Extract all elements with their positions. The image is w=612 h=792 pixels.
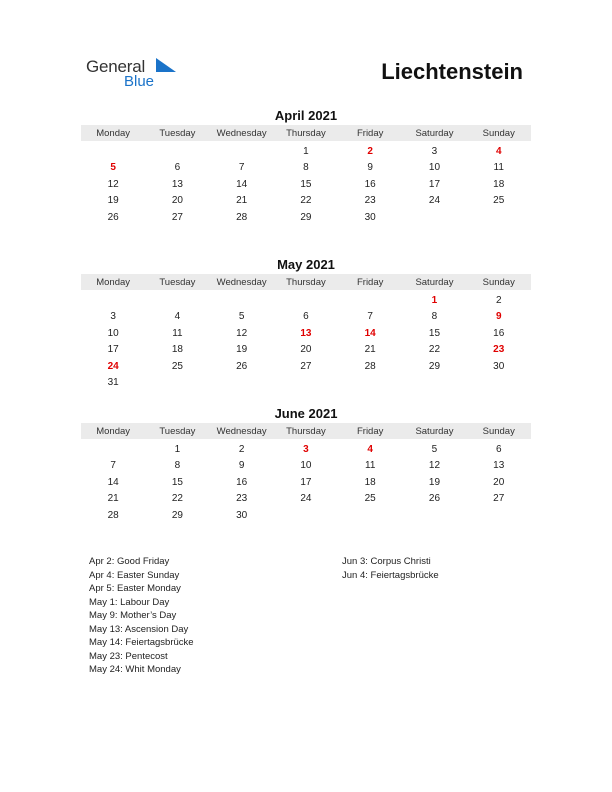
holiday-entry: May 24: Whit Monday <box>89 664 181 675</box>
day-cell: 7 <box>367 311 373 323</box>
holiday-entry: Apr 5: Easter Monday <box>89 583 181 594</box>
day-cell: 28 <box>364 360 376 372</box>
day-cell: 29 <box>300 211 312 223</box>
weekday-header: Thursday <box>286 127 326 139</box>
day-cell: 14 <box>236 178 248 190</box>
weekday-header: Sunday <box>482 127 515 139</box>
day-cell: 5 <box>238 311 245 323</box>
day-cell: 20 <box>493 476 505 488</box>
month-may <box>81 256 531 391</box>
day-cell: 21 <box>107 493 119 505</box>
day-cell: 30 <box>493 360 505 372</box>
day-cell: 22 <box>171 493 183 505</box>
day-cell: 19 <box>107 195 119 207</box>
week-row <box>81 309 531 326</box>
day-cell: 10 <box>428 162 441 174</box>
week-row <box>81 193 531 210</box>
weekday-header: Saturday <box>415 276 454 288</box>
day-cell: 9 <box>238 460 245 472</box>
day-cell: 4 <box>174 311 181 323</box>
day-cell: 8 <box>174 460 181 472</box>
weekday-header: Friday <box>356 276 384 288</box>
day-cell: 13 <box>300 327 312 339</box>
day-cell: 7 <box>110 460 116 472</box>
week-row <box>81 292 531 309</box>
month-title: April 2021 <box>274 108 338 123</box>
day-cell: 16 <box>236 476 248 488</box>
day-cell: 16 <box>364 178 376 190</box>
weekday-header: Friday <box>356 127 384 139</box>
weekday-header: Saturday <box>415 127 454 139</box>
day-cell: 13 <box>493 460 505 472</box>
week-row <box>81 458 531 475</box>
month-weeks <box>81 441 531 524</box>
day-cell: 4 <box>367 443 373 455</box>
holiday-entry: Jun 3: Corpus Christi <box>342 556 431 567</box>
day-cell: 28 <box>107 509 119 521</box>
weekday-header: Sunday <box>482 276 515 288</box>
day-cell: 26 <box>107 211 119 223</box>
day-cell: 21 <box>236 195 248 207</box>
weekday-header: Wednesday <box>216 425 267 437</box>
day-cell: 19 <box>236 344 248 356</box>
day-cell: 31 <box>107 377 119 389</box>
day-cell: 17 <box>107 344 119 356</box>
day-cell: 17 <box>428 178 441 190</box>
week-row <box>81 474 531 491</box>
day-cell: 25 <box>171 360 183 372</box>
weekday-header-row <box>81 125 531 141</box>
day-cell: 11 <box>172 327 183 339</box>
day-cell: 11 <box>365 460 376 472</box>
week-row <box>81 143 531 160</box>
week-row <box>81 160 531 177</box>
day-cell: 21 <box>364 344 376 356</box>
day-cell: 12 <box>428 460 441 472</box>
day-cell: 14 <box>107 476 119 488</box>
day-cell: 18 <box>493 178 505 190</box>
week-row <box>81 358 531 375</box>
day-cell: 2 <box>495 294 502 306</box>
week-row <box>81 507 531 524</box>
weekday-header: Wednesday <box>216 276 267 288</box>
logo-flag-icon <box>156 58 176 72</box>
month-june <box>81 405 531 524</box>
day-cell: 25 <box>493 195 505 207</box>
day-cell: 6 <box>495 443 502 455</box>
holiday-entry: Apr 4: Easter Sunday <box>89 569 180 581</box>
country-title: Liechtenstein <box>381 59 523 84</box>
day-cell: 24 <box>428 195 441 207</box>
week-row <box>81 441 531 458</box>
day-cell: 27 <box>493 493 505 505</box>
day-cell: 9 <box>367 162 373 174</box>
month-title: June 2021 <box>274 406 338 421</box>
generalblue-logo <box>86 54 186 94</box>
holiday-entry: Jun 4: Feiertagsbrücke <box>342 569 439 581</box>
day-cell: 11 <box>493 162 504 174</box>
weekday-header: Monday <box>96 425 131 437</box>
week-row <box>81 176 531 193</box>
weekday-header: Monday <box>96 127 131 139</box>
weekday-header: Thursday <box>286 425 326 437</box>
day-cell: 23 <box>236 493 248 505</box>
day-cell: 29 <box>171 509 183 521</box>
day-cell: 24 <box>107 360 119 372</box>
day-cell: 6 <box>303 311 309 323</box>
day-cell: 1 <box>303 145 309 157</box>
day-cell: 2 <box>238 443 245 455</box>
weekday-header: Tuesday <box>159 425 196 437</box>
weekday-header: Monday <box>96 276 131 288</box>
week-row <box>81 325 531 342</box>
holiday-list-left <box>89 555 194 677</box>
day-cell: 5 <box>431 443 438 455</box>
day-cell: 30 <box>364 211 376 223</box>
weekday-header: Tuesday <box>159 276 196 288</box>
day-cell: 9 <box>495 311 502 323</box>
holiday-list-right <box>342 555 439 582</box>
day-cell: 8 <box>303 162 309 174</box>
weekday-header: Thursday <box>286 276 326 288</box>
week-row <box>81 375 531 392</box>
day-cell: 30 <box>236 509 248 521</box>
day-cell: 12 <box>236 327 248 339</box>
month-title: May 2021 <box>277 257 335 272</box>
month-april <box>81 107 531 226</box>
weekday-header: Wednesday <box>216 127 267 139</box>
day-cell: 10 <box>300 460 312 472</box>
day-cell: 15 <box>428 327 441 339</box>
holiday-entry: May 23: Pentecost <box>89 650 168 662</box>
day-cell: 23 <box>493 344 505 356</box>
day-cell: 8 <box>431 311 438 323</box>
weekday-header-row <box>81 423 531 439</box>
day-cell: 20 <box>300 344 312 356</box>
day-cell: 15 <box>300 178 312 190</box>
holiday-entry: May 1: Labour Day <box>89 596 170 608</box>
day-cell: 6 <box>174 162 181 174</box>
day-cell: 3 <box>303 443 309 455</box>
day-cell: 15 <box>171 476 183 488</box>
day-cell: 23 <box>364 195 376 207</box>
day-cell: 16 <box>493 327 505 339</box>
logo-word-general: General <box>86 57 146 76</box>
holiday-entry: May 14: Feiertagsbrücke <box>89 637 194 648</box>
day-cell: 7 <box>238 162 245 174</box>
day-cell: 27 <box>300 360 312 372</box>
week-row <box>81 342 531 359</box>
day-cell: 10 <box>107 327 119 339</box>
day-cell: 27 <box>171 211 183 223</box>
month-weeks <box>81 292 531 391</box>
weekday-header: Saturday <box>415 425 454 437</box>
day-cell: 13 <box>171 178 183 190</box>
day-cell: 3 <box>110 311 116 323</box>
day-cell: 17 <box>300 476 312 488</box>
day-cell: 26 <box>236 360 248 372</box>
day-cell: 19 <box>428 476 441 488</box>
day-cell: 5 <box>110 162 116 174</box>
day-cell: 22 <box>428 344 441 356</box>
logo-word-blue: Blue <box>124 73 155 90</box>
holiday-entry: May 9: Mother’s Day <box>89 610 177 621</box>
week-row <box>81 209 531 226</box>
month-weeks <box>81 143 531 226</box>
holiday-entry: Apr 2: Good Friday <box>89 556 170 567</box>
day-cell: 3 <box>431 145 438 157</box>
week-row <box>81 491 531 508</box>
weekday-header: Tuesday <box>159 127 196 139</box>
day-cell: 18 <box>364 476 376 488</box>
day-cell: 29 <box>428 360 441 372</box>
day-cell: 14 <box>364 327 376 339</box>
day-cell: 1 <box>174 443 181 455</box>
day-cell: 26 <box>428 493 441 505</box>
weekday-header-row <box>81 274 531 290</box>
holiday-entry: May 13: Ascension Day <box>89 623 189 635</box>
day-cell: 22 <box>300 195 312 207</box>
day-cell: 4 <box>495 145 502 157</box>
day-cell: 20 <box>171 195 183 207</box>
day-cell: 28 <box>236 211 248 223</box>
day-cell: 1 <box>431 294 438 306</box>
day-cell: 12 <box>107 178 119 190</box>
day-cell: 2 <box>367 145 373 157</box>
day-cell: 24 <box>300 493 312 505</box>
weekday-header: Friday <box>356 425 384 437</box>
day-cell: 25 <box>364 493 376 505</box>
weekday-header: Sunday <box>482 425 515 437</box>
day-cell: 18 <box>171 344 183 356</box>
